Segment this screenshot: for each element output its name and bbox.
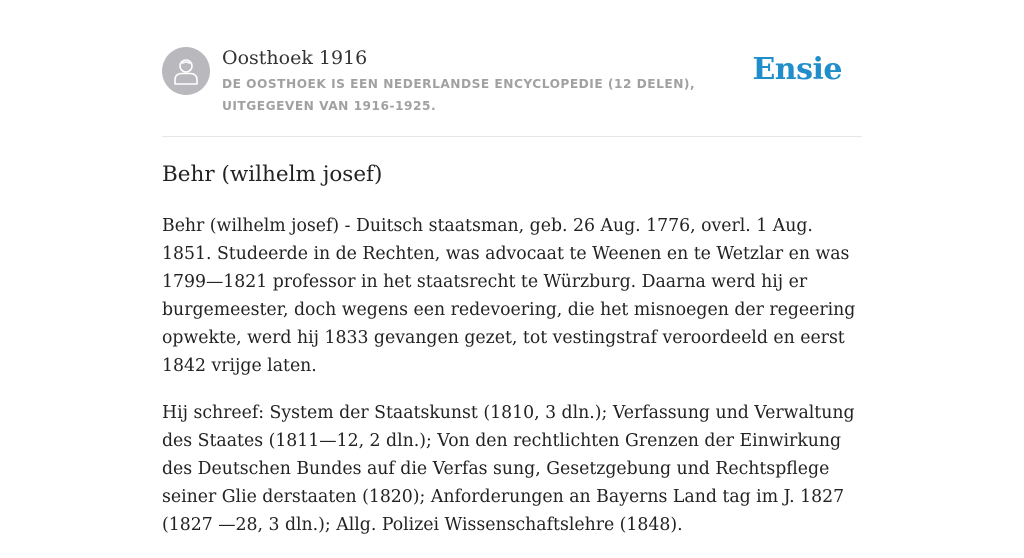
source-header <box>162 44 862 137</box>
entry-body <box>162 212 866 558</box>
user-icon <box>173 57 199 85</box>
source-description: DE OOSTHOEK IS EEN NEDERLANDSE ENCYCLOPEDIE (12 DELEN), UITGEGEVEN VAN 1916-1925. <box>222 77 696 113</box>
entry-title: Behr (wilhelm josef) <box>162 162 383 187</box>
entry-paragraph: Hij schreef: System der Staatskunst (1810, 3 dln.); Verfassung und Verwaltung des Staates (1811—12, 2 dln.); Von den rechtlichten Grenzen der Einwirkung des Deutschen Bundes auf die Verfas sung, Gesetzgebung und Rechtspflege seiner Glie derstaaten (1820); Anforderungen an Bayerns Land tag im J. 1827 (1827 —28, 3 dln.); Allg. Polizei Wissenschaftslehre (1848). <box>162 403 855 535</box>
source-avatar[interactable] <box>162 47 210 95</box>
entry-paragraph: Behr (wilhelm josef) - Duitsch staatsman, geb. 26 Aug. 1776, overl. 1 Aug. 1851. Studeerde in de Rechten, was advocaat te Weenen en te Wetzlar en was 1799—1821 professor in het staatsrecht te Würzburg. Daarna werd hij er burgemeester, doch wegens een redevoering, die het misnoegen der regeering opwekte, werd hij 1833 gevangen gezet, tot vestingstraf veroordeeld en eerst 1842 vrijge laten. <box>162 216 856 376</box>
source-title[interactable]: Oosthoek 1916 <box>222 47 368 69</box>
ensie-logo[interactable]: Ensie <box>752 52 842 87</box>
